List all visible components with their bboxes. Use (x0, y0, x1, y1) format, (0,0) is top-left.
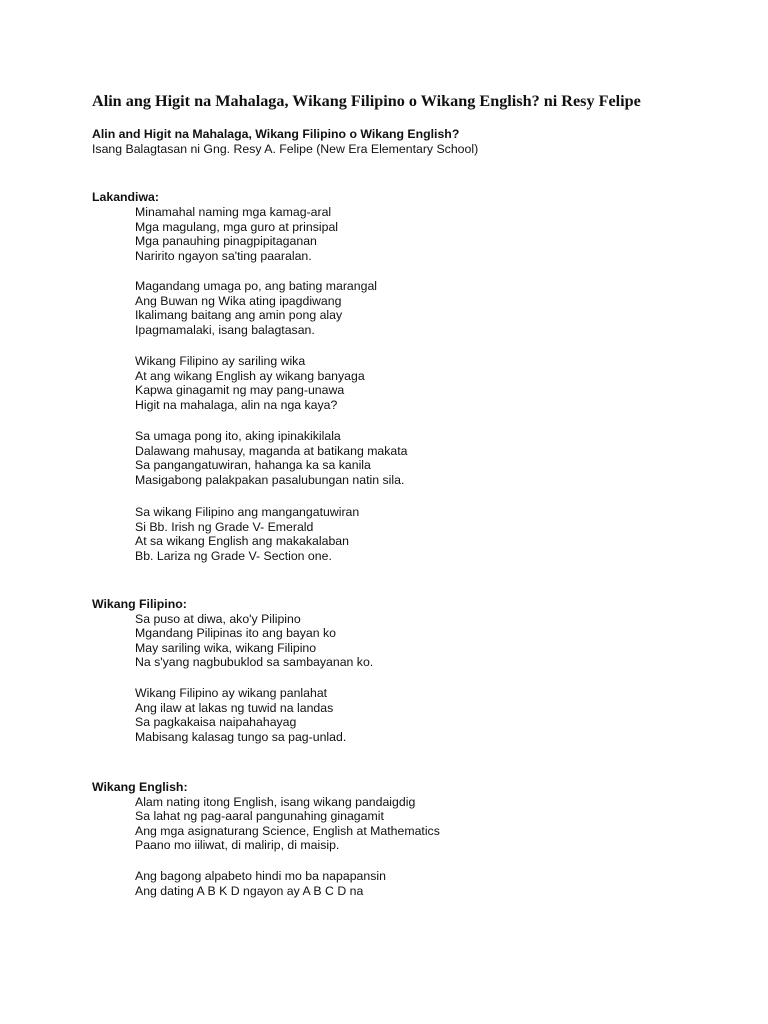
verse-line: Sa pagkakaisa naipahahayag (135, 715, 297, 729)
verse-line: Naririto ngayon sa'ting paaralan. (135, 248, 312, 263)
speaker-wikang-english: Wikang English: (92, 780, 188, 794)
speaker-wikang-filipino: Wikang Filipino: (92, 597, 187, 611)
verse-line: Sa puso at diwa, ako'y Pilipino (135, 611, 301, 626)
verse-line: Bb. Lariza ng Grade V- Section one. (135, 548, 332, 563)
verse-line: Sa pangangatuwiran, hahanga ka sa kanila (135, 458, 371, 472)
verse-line: Na s'yang nagbubuklod sa sambayanan ko. (135, 655, 374, 669)
verse-line: Paano mo iiliwat, di malirip, di maisip. (135, 838, 340, 852)
verse-line: Masigabong palakpakan pasalubungan natin sila. (135, 472, 405, 487)
verse-line: Kapwa ginagamit ng may pang-unawa (135, 383, 345, 397)
verse-line: Ang mga asignaturang Science, English at Mathematics (135, 823, 440, 838)
byline: Isang Balagtasan ni Gng. Resy A. Felipe (New Era Elementary School) (92, 142, 479, 156)
verse-line: Ang bagong alpabeto hindi mo ba napapansin (135, 869, 386, 883)
verse-line: Sa wikang Filipino ang mangangatuwiran (135, 505, 360, 519)
verse-line: Ikalimang baitang ang amin pong alay (135, 308, 343, 322)
verse-line: Ipagmamalaki, isang balagtasan. (135, 322, 315, 337)
subtitle: Alin and Higit na Mahalaga, Wikang Filipino o Wikang English? (92, 127, 460, 141)
verse-line: Magandang umaga po, ang bating marangal (135, 279, 378, 293)
verse-line: At sa wikang English ang makakalaban (135, 534, 349, 548)
verse-line: Ang Buwan ng Wika ating ipagdiwang (135, 293, 342, 308)
verse-line: Ang ilaw at lakas ng tuwid na landas (135, 700, 334, 715)
verse-line: Wikang Filipino ay sariling wika (135, 354, 306, 368)
verse-line: Sa umaga pong ito, aking ipinakikilala (135, 429, 341, 443)
verse-line: Dalawang mahusay, maganda at batikang makata (135, 443, 408, 458)
verse-line: Mgandang Pilipinas ito ang bayan ko (135, 626, 336, 640)
verse-line: Si Bb. Irish ng Grade V- Emerald (135, 519, 314, 534)
speaker-lakandiwa: Lakandiwa: (92, 190, 159, 204)
verse-line: Mabisang kalasag tungo sa pag-unlad. (135, 729, 347, 744)
verse-line: May sariling wika, wikang Filipino (135, 640, 317, 655)
verse-line: Wikang Filipino ay wikang panlahat (135, 686, 328, 700)
verse-line: Mga magulang, mga guro at prinsipal (135, 219, 339, 234)
verse-line: Higit na mahalaga, alin na nga kaya? (135, 397, 338, 412)
verse-line: Alam nating itong English, isang wikang pandaigdig (135, 794, 416, 809)
verse-line: Sa lahat ng pag-aaral pangunahing ginagamit (135, 809, 384, 823)
verse-line: Mga panauhing pinagpipitaganan (135, 234, 317, 248)
verse-line: Ang dating A B K D ngayon ay A B C D na (135, 883, 364, 898)
document-title: Alin ang Higit na Mahalaga, Wikang Filipino o Wikang English? ni Resy Felipe (92, 92, 641, 110)
verse-line: At ang wikang English ay wikang banyaga (135, 368, 365, 383)
verse-line: Minamahal naming mga kamag-aral (135, 205, 332, 219)
